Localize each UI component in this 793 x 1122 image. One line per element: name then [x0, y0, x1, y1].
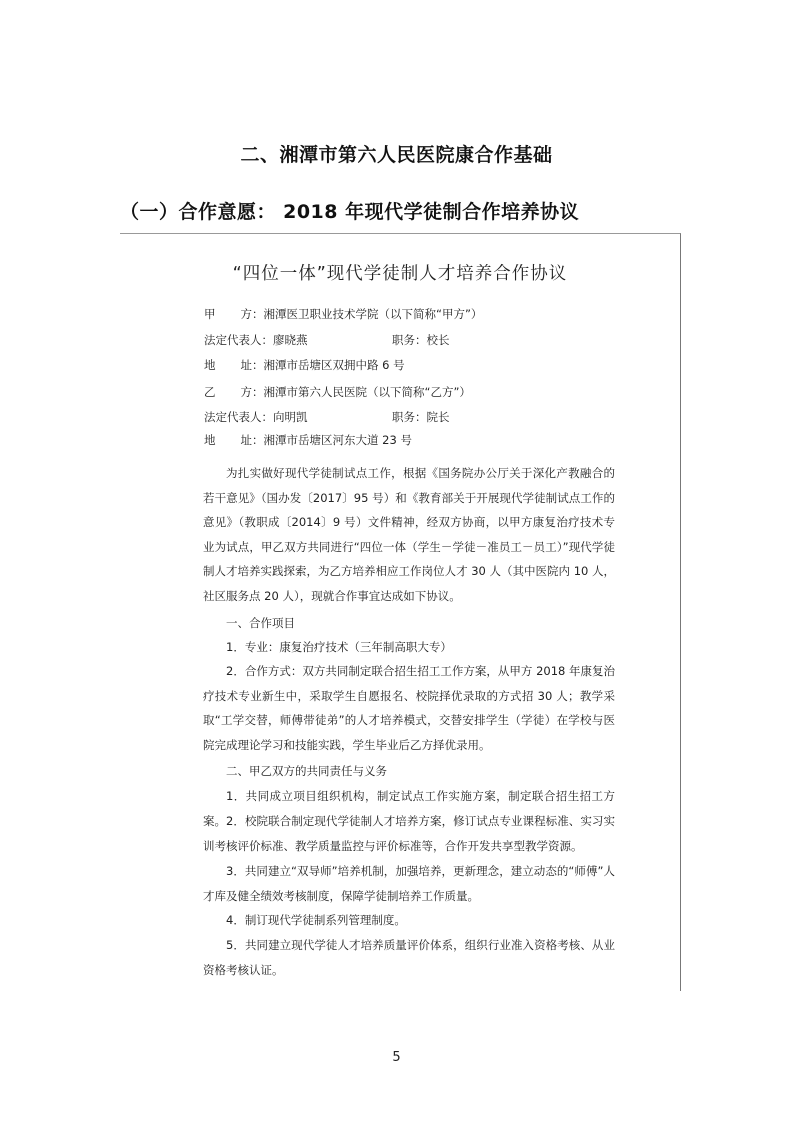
party-b-label: 乙方: [204, 385, 252, 399]
item-2-4: 4．制订现代学徒制系列管理制度。: [226, 913, 406, 927]
party-a-label: 甲方: [204, 307, 252, 321]
party-b-rep-label: 法定代表人: [204, 410, 262, 424]
party-a-value: ：湘潭医卫职业技术学院（以下简称“甲方”）: [252, 307, 483, 321]
party-b-value: ：湘潭市第六人民医院（以下简称“乙方”）: [252, 385, 471, 399]
section-1-title: 一、合作项目: [226, 616, 295, 630]
party-b-role-label: 职务: [392, 410, 415, 424]
party-b-role-value: ：院长: [415, 410, 450, 424]
item-2-3: 3．共同建立“双导师”培养机制，加强培养，更新理念，建立动态的“师傅”人才库及健全绩效考核制度，保障学徒制培养工作质量。: [203, 864, 615, 903]
party-a-addr-line: [204, 357, 405, 373]
scanned-agreement: [120, 233, 681, 991]
party-b-role: [392, 409, 450, 425]
intro-paragraph: 为扎实做好现代学徒制试点工作，根据《国务院办公厅关于深化产教融合的若干意见》（国办发〔2017〕95 号）和《教育部关于开展现代学徒制试点工作的意见》（教职成〔2014〕9 号）文件精神，经双方协商，以甲方康复治疗技术专业为试点，甲乙双方共同进行“四位一体（学生－学徒－准员工－员工）”现代学徒制人才培养实践探索，为乙方培养相应工作岗位人才 30 人（其中医院内 10 人，社区服务点 20 人），现就合作事宜达成如下协议。: [203, 466, 615, 603]
party-a-rep-value: ：廖晓燕: [261, 333, 308, 347]
party-a-rep-line: [204, 332, 450, 348]
party-a-role-value: ：校长: [415, 333, 450, 347]
party-a-line: [204, 306, 482, 322]
party-a-addr-value: ：湘潭市岳塘区双拥中路 6 号: [252, 358, 405, 372]
item-1-1: 1．专业：康复治疗技术（三年制高职大专）: [226, 640, 452, 654]
item-2-2: 2．校院联合制定现代学徒制人才培养方案，修订试点专业课程标准、实习实训考核评价标准、教学质量监控与评价标准等，合作开发共享型教学资源。: [203, 814, 615, 853]
party-b-line: [204, 384, 471, 400]
item-2-5: 5．共同建立现代学徒人才培养质量评价体系，组织行业准入资格考核、从业资格考核认证。: [203, 938, 615, 977]
item-2-1: 1．共同成立项目组织机构，制定试点工作实施方案，制定联合招生招工方案。: [203, 789, 615, 828]
party-b-rep-value: ：向明凯: [261, 410, 308, 424]
party-a-role: [392, 332, 450, 348]
party-b-addr-value: ：湘潭市岳塘区河东大道 23 号: [252, 433, 412, 447]
page-number: 5: [392, 1050, 401, 1065]
party-a-rep-label: 法定代表人: [204, 333, 262, 347]
party-b-addr-line: [204, 432, 412, 448]
party-b-addr-label: 地址: [204, 433, 252, 447]
party-a-addr-label: 地址: [204, 358, 252, 372]
item-1-2: 2．合作方式：双方共同制定联合招生招工工作方案，从甲方 2018 年康复治疗技术专业新生中，采取学生自愿报名、校院择优录取的方式招 30 人；教学采取“工学交替，师傅带徒弟”的人才培养模式，交替安排学生（学徒）在学校与医院完成理论学习和技能实践，学生毕业后乙方择优录用。: [203, 664, 615, 752]
section-heading: （一）合作意愿： 2018 年现代学徒制合作培养协议: [120, 201, 580, 223]
section-2-title: 二、甲乙双方的共同责任与义务: [226, 764, 387, 778]
party-b-rep-line: [204, 409, 450, 425]
agreement-title: “四位一体”现代学徒制人才培养合作协议: [232, 264, 568, 284]
page-heading: 二、湘潭市第六人民医院康合作基础: [240, 144, 553, 166]
party-a-role-label: 职务: [392, 333, 415, 347]
